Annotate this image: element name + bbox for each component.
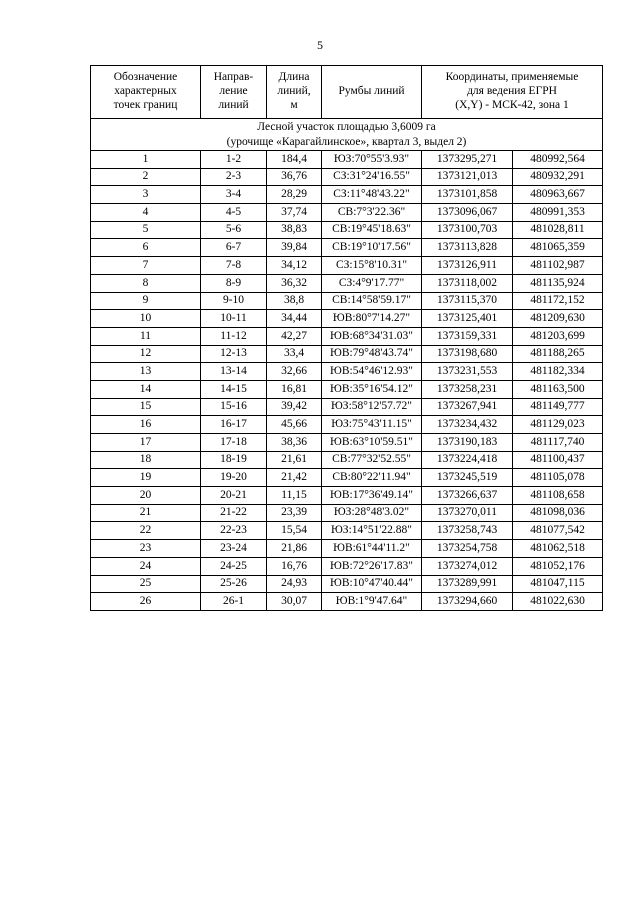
boundary-coordinates-table	[90, 65, 603, 611]
bearing-cell: ЮЗ:70°55'3.93"	[322, 151, 422, 169]
bearing-cell: СВ:14°58'59.17"	[322, 292, 422, 310]
coord-y-cell: 481172,152	[513, 292, 603, 310]
direction-cell: 5-6	[201, 221, 267, 239]
length-cell: 38,36	[267, 434, 322, 452]
coord-y-cell: 480932,291	[513, 168, 603, 186]
bearing-cell: ЮВ:10°47'40.44"	[322, 575, 422, 593]
coord-y-cell: 481105,078	[513, 469, 603, 487]
direction-cell: 24-25	[201, 557, 267, 575]
coord-x-cell: 1373266,637	[422, 487, 513, 505]
length-cell: 21,86	[267, 540, 322, 558]
header-point: Обозначение характерных точек границ	[91, 66, 201, 119]
coord-x-cell: 1373159,331	[422, 327, 513, 345]
bearing-cell: СЗ:4°9'17.77"	[322, 274, 422, 292]
length-cell: 16,76	[267, 557, 322, 575]
coord-y-cell: 480991,353	[513, 204, 603, 222]
table-row	[91, 257, 603, 275]
direction-cell: 3-4	[201, 186, 267, 204]
header-direction: Направ- ление линий	[201, 66, 267, 119]
length-cell: 38,83	[267, 221, 322, 239]
coord-y-cell: 481102,987	[513, 257, 603, 275]
table-row	[91, 186, 603, 204]
length-cell: 24,93	[267, 575, 322, 593]
coord-x-cell: 1373190,183	[422, 434, 513, 452]
direction-cell: 19-20	[201, 469, 267, 487]
coord-x-cell: 1373231,553	[422, 363, 513, 381]
point-cell: 3	[91, 186, 201, 204]
length-cell: 37,74	[267, 204, 322, 222]
bearing-cell: ЮЗ:14°51'22.88"	[322, 522, 422, 540]
coord-x-cell: 1373224,418	[422, 451, 513, 469]
table-row	[91, 310, 603, 328]
point-cell: 19	[91, 469, 201, 487]
direction-cell: 22-23	[201, 522, 267, 540]
length-cell: 30,07	[267, 593, 322, 611]
bearing-cell: ЮВ:63°10'59.51"	[322, 434, 422, 452]
point-cell: 9	[91, 292, 201, 310]
direction-cell: 17-18	[201, 434, 267, 452]
direction-cell: 20-21	[201, 487, 267, 505]
table-row	[91, 434, 603, 452]
direction-cell: 18-19	[201, 451, 267, 469]
coord-y-cell: 481077,542	[513, 522, 603, 540]
coord-y-cell: 481065,359	[513, 239, 603, 257]
point-cell: 22	[91, 522, 201, 540]
coord-y-cell: 481117,740	[513, 434, 603, 452]
table-row	[91, 416, 603, 434]
coord-x-cell: 1373274,012	[422, 557, 513, 575]
length-cell: 39,42	[267, 398, 322, 416]
point-cell: 8	[91, 274, 201, 292]
length-cell: 45,66	[267, 416, 322, 434]
table-row	[91, 487, 603, 505]
length-cell: 15,54	[267, 522, 322, 540]
table-row	[91, 274, 603, 292]
section-line-2: (урочище «Карагайлинское», квартал 3, выдел 2)	[226, 135, 467, 148]
direction-cell: 8-9	[201, 274, 267, 292]
table-row	[91, 292, 603, 310]
length-cell: 33,4	[267, 345, 322, 363]
table-row	[91, 575, 603, 593]
table-row	[91, 204, 603, 222]
bearing-cell: СВ:19°10'17.56"	[322, 239, 422, 257]
coord-y-cell: 481149,777	[513, 398, 603, 416]
length-cell: 32,66	[267, 363, 322, 381]
bearing-cell: ЮЗ:75°43'11.15"	[322, 416, 422, 434]
point-cell: 15	[91, 398, 201, 416]
header-length: Длина линий, м	[267, 66, 322, 119]
coord-x-cell: 1373234,432	[422, 416, 513, 434]
point-cell: 6	[91, 239, 201, 257]
direction-cell: 25-26	[201, 575, 267, 593]
length-cell: 16,81	[267, 380, 322, 398]
bearing-cell: ЮВ:1°9'47.64"	[322, 593, 422, 611]
table-row	[91, 239, 603, 257]
table-row	[91, 504, 603, 522]
point-cell: 12	[91, 345, 201, 363]
page-number: 5	[317, 38, 323, 52]
length-cell: 36,32	[267, 274, 322, 292]
direction-cell: 4-5	[201, 204, 267, 222]
point-cell: 10	[91, 310, 201, 328]
length-cell: 38,8	[267, 292, 322, 310]
bearing-cell: ЮВ:54°46'12.93"	[322, 363, 422, 381]
coord-y-cell: 480992,564	[513, 151, 603, 169]
direction-cell: 14-15	[201, 380, 267, 398]
bearing-cell: СЗ:11°48'43.22"	[322, 186, 422, 204]
bearing-cell: ЮВ:79°48'43.74"	[322, 345, 422, 363]
point-cell: 23	[91, 540, 201, 558]
coord-x-cell: 1373115,370	[422, 292, 513, 310]
table-row	[91, 557, 603, 575]
point-cell: 26	[91, 593, 201, 611]
length-cell: 21,42	[267, 469, 322, 487]
coord-y-cell: 481129,023	[513, 416, 603, 434]
point-cell: 1	[91, 151, 201, 169]
table-row	[91, 540, 603, 558]
direction-cell: 9-10	[201, 292, 267, 310]
header-bearing: Румбы линий	[322, 66, 422, 119]
point-cell: 11	[91, 327, 201, 345]
bearing-cell: СВ:19°45'18.63"	[322, 221, 422, 239]
table-row	[91, 469, 603, 487]
bearing-cell: ЮЗ:28°48'3.02"	[322, 504, 422, 522]
length-cell: 34,44	[267, 310, 322, 328]
coord-x-cell: 1373121,013	[422, 168, 513, 186]
point-cell: 14	[91, 380, 201, 398]
coord-x-cell: 1373125,401	[422, 310, 513, 328]
coord-x-cell: 1373245,519	[422, 469, 513, 487]
coord-x-cell: 1373254,758	[422, 540, 513, 558]
bearing-cell: СЗ:15°8'10.31"	[322, 257, 422, 275]
coord-x-cell: 1373295,271	[422, 151, 513, 169]
direction-cell: 10-11	[201, 310, 267, 328]
bearing-cell: СВ:7°3'22.36"	[322, 204, 422, 222]
point-cell: 18	[91, 451, 201, 469]
table-row	[91, 522, 603, 540]
direction-cell: 16-17	[201, 416, 267, 434]
coord-y-cell: 481203,699	[513, 327, 603, 345]
coord-x-cell: 1373126,911	[422, 257, 513, 275]
point-cell: 25	[91, 575, 201, 593]
table-header-row	[91, 66, 603, 119]
coord-y-cell: 481028,811	[513, 221, 603, 239]
point-cell: 4	[91, 204, 201, 222]
direction-cell: 13-14	[201, 363, 267, 381]
point-cell: 7	[91, 257, 201, 275]
coord-x-cell: 1373289,991	[422, 575, 513, 593]
header-coordinates: Координаты, применяемые для ведения ЕГРН (X,Y) - МСК-42, зона 1	[422, 66, 603, 119]
coord-x-cell: 1373096,067	[422, 204, 513, 222]
coord-x-cell: 1373294,660	[422, 593, 513, 611]
coord-x-cell: 1373100,703	[422, 221, 513, 239]
direction-cell: 12-13	[201, 345, 267, 363]
bearing-cell: ЮВ:72°26'17.83"	[322, 557, 422, 575]
coord-x-cell: 1373118,002	[422, 274, 513, 292]
point-cell: 17	[91, 434, 201, 452]
coord-y-cell: 481209,630	[513, 310, 603, 328]
table-row	[91, 363, 603, 381]
direction-cell: 7-8	[201, 257, 267, 275]
coord-x-cell: 1373267,941	[422, 398, 513, 416]
length-cell: 42,27	[267, 327, 322, 345]
direction-cell: 1-2	[201, 151, 267, 169]
bearing-cell: ЮВ:80°7'14.27"	[322, 310, 422, 328]
point-cell: 2	[91, 168, 201, 186]
length-cell: 36,76	[267, 168, 322, 186]
table-row	[91, 221, 603, 239]
coord-y-cell: 480963,667	[513, 186, 603, 204]
direction-cell: 2-3	[201, 168, 267, 186]
table-row	[91, 593, 603, 611]
coord-x-cell: 1373198,680	[422, 345, 513, 363]
length-cell: 34,12	[267, 257, 322, 275]
bearing-cell: СВ:77°32'52.55"	[322, 451, 422, 469]
coord-y-cell: 481098,036	[513, 504, 603, 522]
coord-x-cell: 1373258,743	[422, 522, 513, 540]
coord-x-cell: 1373113,828	[422, 239, 513, 257]
length-cell: 184,4	[267, 151, 322, 169]
table-row	[91, 380, 603, 398]
table-row	[91, 327, 603, 345]
coord-y-cell: 481108,658	[513, 487, 603, 505]
section-title	[91, 119, 603, 151]
coord-y-cell: 481062,518	[513, 540, 603, 558]
direction-cell: 23-24	[201, 540, 267, 558]
coord-y-cell: 481022,630	[513, 593, 603, 611]
direction-cell: 11-12	[201, 327, 267, 345]
coord-y-cell: 481047,115	[513, 575, 603, 593]
coord-y-cell: 481135,924	[513, 274, 603, 292]
point-cell: 5	[91, 221, 201, 239]
table-row	[91, 398, 603, 416]
direction-cell: 21-22	[201, 504, 267, 522]
table-row	[91, 345, 603, 363]
coord-x-cell: 1373270,011	[422, 504, 513, 522]
coord-y-cell: 481163,500	[513, 380, 603, 398]
bearing-cell: ЮВ:61°44'11.2"	[322, 540, 422, 558]
bearing-cell: СЗ:31°24'16.55"	[322, 168, 422, 186]
bearing-cell: СВ:80°22'11.94"	[322, 469, 422, 487]
point-cell: 20	[91, 487, 201, 505]
coord-x-cell: 1373258,231	[422, 380, 513, 398]
point-cell: 16	[91, 416, 201, 434]
coord-y-cell: 481052,176	[513, 557, 603, 575]
direction-cell: 15-16	[201, 398, 267, 416]
length-cell: 39,84	[267, 239, 322, 257]
bearing-cell: ЮВ:17°36'49.14"	[322, 487, 422, 505]
coord-y-cell: 481182,334	[513, 363, 603, 381]
length-cell: 28,29	[267, 186, 322, 204]
length-cell: 23,39	[267, 504, 322, 522]
table-row	[91, 168, 603, 186]
length-cell: 21,61	[267, 451, 322, 469]
bearing-cell: ЮЗ:58°12'57.72"	[322, 398, 422, 416]
direction-cell: 26-1	[201, 593, 267, 611]
table-row	[91, 151, 603, 169]
bearing-cell: ЮВ:35°16'54.12"	[322, 380, 422, 398]
direction-cell: 6-7	[201, 239, 267, 257]
length-cell: 11,15	[267, 487, 322, 505]
coord-x-cell: 1373101,858	[422, 186, 513, 204]
point-cell: 21	[91, 504, 201, 522]
point-cell: 24	[91, 557, 201, 575]
coord-y-cell: 481188,265	[513, 345, 603, 363]
point-cell: 13	[91, 363, 201, 381]
section-row	[91, 119, 603, 151]
table-row	[91, 451, 603, 469]
section-line-1: Лесной участок площадью 3,6009 га	[257, 121, 436, 134]
coord-y-cell: 481100,437	[513, 451, 603, 469]
bearing-cell: ЮВ:68°34'31.03"	[322, 327, 422, 345]
